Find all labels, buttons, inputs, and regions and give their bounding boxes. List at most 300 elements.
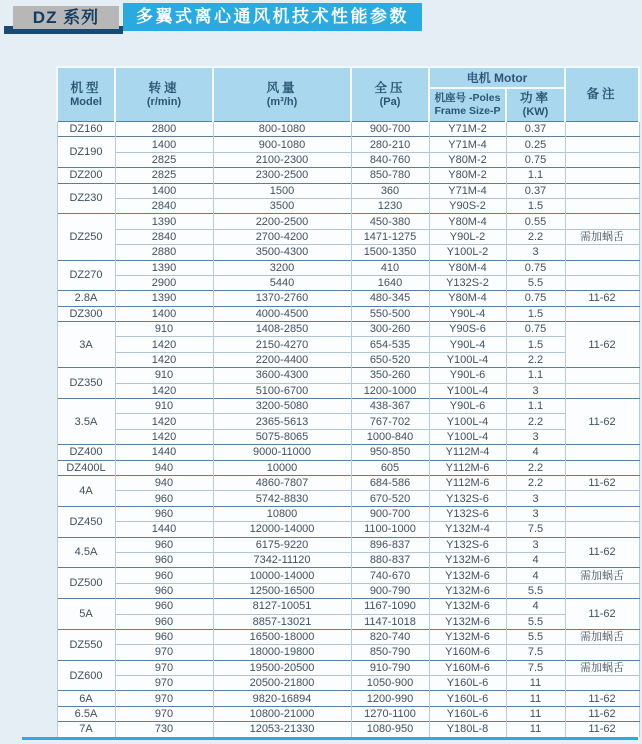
cell-pressure: 840-760 (351, 152, 429, 167)
cell-speed: 960 (115, 614, 213, 629)
cell-model: DZ400 (57, 445, 115, 460)
cell-power: 2.2 (506, 475, 565, 490)
cell-remark: 需加蜗舌 (565, 229, 639, 244)
cell-model: DZ300 (57, 306, 115, 321)
cell-power: 0.37 (506, 122, 565, 137)
cell-pressure: 1500-1350 (351, 245, 429, 260)
cell-model: 3A (57, 322, 115, 368)
table-row (57, 399, 639, 414)
cell-speed: 2825 (115, 168, 213, 183)
cell-frame: Y160L-6 (429, 706, 506, 721)
cell-frame: Y100L-4 (429, 352, 506, 367)
table-row (57, 245, 639, 260)
cell-remark: 11-62 (565, 291, 639, 306)
cell-frame: Y132M-6 (429, 629, 506, 644)
table-row (57, 429, 639, 444)
cell-model: DZ400L (57, 460, 115, 475)
cell-speed: 1420 (115, 414, 213, 429)
cell-frame: Y112M-6 (429, 475, 506, 490)
table-row (57, 229, 639, 244)
cell-frame: Y132M-6 (429, 614, 506, 629)
cell-airflow: 20500-21800 (213, 676, 351, 691)
cell-frame: Y132S-6 (429, 537, 506, 552)
cell-model: DZ600 (57, 660, 115, 691)
cell-power: 2.2 (506, 229, 565, 244)
cell-power: 2.2 (506, 414, 565, 429)
cell-remark (565, 645, 639, 660)
table-row (57, 506, 639, 521)
cell-speed: 2825 (115, 152, 213, 167)
cell-airflow: 1500 (213, 183, 351, 198)
cell-power: 2.2 (506, 460, 565, 475)
cell-pressure: 1200-990 (351, 691, 429, 706)
cell-speed: 1390 (115, 260, 213, 275)
table-row (57, 537, 639, 552)
cell-pressure: 670-520 (351, 491, 429, 506)
cell-airflow: 2200-4400 (213, 352, 351, 367)
table-row (57, 168, 639, 183)
cell-airflow: 2150-4270 (213, 337, 351, 352)
cell-power: 11 (506, 722, 565, 737)
cell-power: 1.1 (506, 368, 565, 383)
cell-power: 3 (506, 537, 565, 552)
cell-remark: 11-62 (565, 706, 639, 721)
cell-airflow: 9000-11000 (213, 445, 351, 460)
cell-model: 6.5A (57, 706, 115, 721)
cell-power: 5.5 (506, 583, 565, 598)
cell-power: 5.5 (506, 614, 565, 629)
cell-pressure: 1640 (351, 275, 429, 290)
table-row (57, 614, 639, 629)
table-row (57, 475, 639, 490)
cell-pressure: 820-740 (351, 629, 429, 644)
cell-frame: Y180L-8 (429, 722, 506, 737)
cell-remark (565, 368, 639, 383)
cell-speed: 1420 (115, 383, 213, 398)
col-header-motor: 电机 Motor (429, 67, 565, 88)
cell-pressure: 300-260 (351, 322, 429, 337)
cell-speed: 960 (115, 491, 213, 506)
cell-speed: 1400 (115, 306, 213, 321)
cell-airflow: 19500-20500 (213, 660, 351, 675)
cell-speed: 960 (115, 537, 213, 552)
cell-pressure: 900-790 (351, 583, 429, 598)
cell-remark: 需加蜗舌 (565, 660, 639, 675)
cell-speed: 960 (115, 599, 213, 614)
cell-pressure: 410 (351, 260, 429, 275)
cell-power: 7.5 (506, 660, 565, 675)
cell-airflow: 4000-4500 (213, 306, 351, 321)
cell-pressure: 360 (351, 183, 429, 198)
cell-speed: 970 (115, 691, 213, 706)
cell-speed: 910 (115, 399, 213, 414)
cell-power: 5.5 (506, 629, 565, 644)
cell-airflow: 16500-18000 (213, 629, 351, 644)
cell-model: DZ200 (57, 168, 115, 183)
cell-power: 11 (506, 676, 565, 691)
cell-pressure: 654-535 (351, 337, 429, 352)
cell-frame: Y100L-4 (429, 383, 506, 398)
cell-frame: Y132M-4 (429, 522, 506, 537)
cell-pressure: 1000-840 (351, 429, 429, 444)
cell-remark (565, 506, 639, 521)
cell-airflow: 6175-9220 (213, 537, 351, 552)
cell-frame: Y80M-4 (429, 291, 506, 306)
cell-speed: 970 (115, 645, 213, 660)
cell-speed: 1440 (115, 445, 213, 460)
table-row (57, 275, 639, 290)
cell-model: DZ450 (57, 506, 115, 537)
cell-remark: 11-62 (565, 399, 639, 445)
cell-power: 7.5 (506, 645, 565, 660)
table-row (57, 722, 639, 737)
cell-airflow: 12053-21330 (213, 722, 351, 737)
cell-frame: Y160M-6 (429, 645, 506, 660)
cell-power: 11 (506, 691, 565, 706)
cell-remark (565, 491, 639, 506)
cell-frame: Y132M-6 (429, 583, 506, 598)
cell-speed: 1440 (115, 522, 213, 537)
cell-model: 5A (57, 599, 115, 630)
cell-airflow: 8127-10051 (213, 599, 351, 614)
cell-pressure: 850-780 (351, 168, 429, 183)
cell-frame: Y100L-4 (429, 414, 506, 429)
cell-frame: Y71M-4 (429, 183, 506, 198)
title-bar (0, 0, 642, 40)
cell-model: DZ270 (57, 260, 115, 291)
cell-remark (565, 137, 639, 152)
table-row (57, 337, 639, 352)
cell-frame: Y160M-6 (429, 660, 506, 675)
cell-speed: 1420 (115, 429, 213, 444)
cell-speed: 1390 (115, 291, 213, 306)
cell-airflow: 18000-19800 (213, 645, 351, 660)
table-row (57, 414, 639, 429)
cell-pressure: 480-345 (351, 291, 429, 306)
cell-model: DZ250 (57, 214, 115, 260)
cell-pressure: 910-790 (351, 660, 429, 675)
cell-remark (565, 152, 639, 167)
cell-frame: Y112M-4 (429, 445, 506, 460)
cell-remark: 11-62 (565, 599, 639, 630)
cell-frame: Y90S-2 (429, 198, 506, 213)
cell-frame: Y80M-4 (429, 214, 506, 229)
table-row (57, 568, 639, 583)
cell-pressure: 1167-1090 (351, 599, 429, 614)
cell-remark (565, 183, 639, 198)
cell-power: 0.75 (506, 322, 565, 337)
cell-remark (565, 260, 639, 275)
cell-airflow: 1370-2760 (213, 291, 351, 306)
cell-airflow: 9820-16894 (213, 691, 351, 706)
table-row (57, 676, 639, 691)
cell-power: 3 (506, 491, 565, 506)
table-row (57, 445, 639, 460)
cell-pressure: 1080-950 (351, 722, 429, 737)
cell-pressure: 438-367 (351, 399, 429, 414)
cell-airflow: 3500 (213, 198, 351, 213)
cell-airflow: 12000-14000 (213, 522, 351, 537)
cell-remark: 需加蜗舌 (565, 629, 639, 644)
cell-frame: Y132M-6 (429, 552, 506, 567)
table-row (57, 645, 639, 660)
cell-remark (565, 122, 639, 137)
cell-speed: 970 (115, 706, 213, 721)
cell-pressure: 1471-1275 (351, 229, 429, 244)
cell-remark: 11-62 (565, 475, 639, 490)
cell-power: 4 (506, 445, 565, 460)
cell-pressure: 1230 (351, 198, 429, 213)
table-row (57, 183, 639, 198)
cell-airflow: 5075-8065 (213, 429, 351, 444)
cell-speed: 1420 (115, 337, 213, 352)
cell-model: DZ550 (57, 629, 115, 660)
cell-frame: Y100L-4 (429, 429, 506, 444)
cell-model: 7A (57, 722, 115, 737)
cell-airflow: 800-1080 (213, 122, 351, 137)
table-row (57, 629, 639, 644)
cell-frame: Y132S-2 (429, 275, 506, 290)
cell-frame: Y112M-6 (429, 460, 506, 475)
cell-pressure: 280-210 (351, 137, 429, 152)
page-title: 多翼式离心通风机技术性能参数 (123, 3, 422, 31)
table-row (57, 352, 639, 367)
cell-frame: Y90L-4 (429, 306, 506, 321)
cell-frame: Y80M-4 (429, 260, 506, 275)
cell-speed: 2840 (115, 198, 213, 213)
cell-frame: Y132S-6 (429, 506, 506, 521)
cell-airflow: 7342-11120 (213, 552, 351, 567)
cell-power: 7.5 (506, 522, 565, 537)
cell-model: 4.5A (57, 537, 115, 568)
cell-pressure: 1200-1000 (351, 383, 429, 398)
cell-pressure: 767-702 (351, 414, 429, 429)
cell-remark: 需加蜗舌 (565, 568, 639, 583)
cell-airflow: 10000-14000 (213, 568, 351, 583)
cell-pressure: 900-700 (351, 122, 429, 137)
cell-speed: 1400 (115, 183, 213, 198)
cell-power: 1.1 (506, 399, 565, 414)
cell-remark (565, 676, 639, 691)
cell-airflow: 2200-2500 (213, 214, 351, 229)
cell-speed: 960 (115, 552, 213, 567)
cell-airflow: 2300-2500 (213, 168, 351, 183)
cell-power: 1.1 (506, 168, 565, 183)
cell-power: 2.2 (506, 352, 565, 367)
cell-airflow: 3600-4300 (213, 368, 351, 383)
cell-remark (565, 445, 639, 460)
cell-frame: Y90L-2 (429, 229, 506, 244)
cell-speed: 1400 (115, 137, 213, 152)
cell-pressure: 880-837 (351, 552, 429, 567)
cell-model: DZ190 (57, 137, 115, 168)
table-row (57, 214, 639, 229)
cell-power: 0.25 (506, 137, 565, 152)
cell-speed: 910 (115, 368, 213, 383)
table-row (57, 552, 639, 567)
cell-speed: 960 (115, 506, 213, 521)
cell-remark (565, 214, 639, 229)
cell-model: 2.8A (57, 291, 115, 306)
col-header-model: 机型 Model (57, 67, 115, 122)
cell-airflow: 3200 (213, 260, 351, 275)
cell-pressure: 1147-1018 (351, 614, 429, 629)
cell-frame: Y132S-6 (429, 491, 506, 506)
table-row (57, 691, 639, 706)
cell-speed: 2900 (115, 275, 213, 290)
cell-pressure: 605 (351, 460, 429, 475)
cell-model: 3.5A (57, 399, 115, 445)
cell-speed: 1420 (115, 352, 213, 367)
table-row (57, 460, 639, 475)
col-header-frame-size: 机座号 -Poles Frame Size-P (429, 88, 506, 122)
cell-airflow: 3500-4300 (213, 245, 351, 260)
cell-power: 1.5 (506, 198, 565, 213)
cell-pressure: 550-500 (351, 306, 429, 321)
cell-power: 0.75 (506, 152, 565, 167)
cell-pressure: 950-850 (351, 445, 429, 460)
col-header-speed: 转速 (r/min) (115, 67, 213, 122)
table-row (57, 599, 639, 614)
cell-power: 5.5 (506, 275, 565, 290)
cell-speed: 940 (115, 475, 213, 490)
cell-power: 4 (506, 599, 565, 614)
table-bottom-accent (22, 737, 638, 740)
cell-airflow: 2365-5613 (213, 414, 351, 429)
table-row (57, 122, 639, 137)
cell-airflow: 900-1080 (213, 137, 351, 152)
cell-pressure: 896-837 (351, 537, 429, 552)
cell-frame: Y160L-6 (429, 676, 506, 691)
cell-remark: 11-62 (565, 537, 639, 568)
cell-airflow: 2100-2300 (213, 152, 351, 167)
cell-speed: 2840 (115, 229, 213, 244)
cell-remark (565, 306, 639, 321)
table-row (57, 152, 639, 167)
cell-frame: Y90L-4 (429, 337, 506, 352)
cell-remark (565, 460, 639, 475)
cell-pressure: 450-380 (351, 214, 429, 229)
table-row (57, 368, 639, 383)
cell-power: 0.37 (506, 183, 565, 198)
cell-frame: Y71M-4 (429, 137, 506, 152)
table-row (57, 383, 639, 398)
cell-pressure: 850-790 (351, 645, 429, 660)
cell-speed: 960 (115, 629, 213, 644)
cell-pressure: 1100-1000 (351, 522, 429, 537)
cell-airflow: 1408-2850 (213, 322, 351, 337)
cell-airflow: 5100-6700 (213, 383, 351, 398)
spec-table (56, 66, 640, 737)
cell-frame: Y160L-6 (429, 691, 506, 706)
cell-airflow: 12500-16500 (213, 583, 351, 598)
cell-power: 3 (506, 245, 565, 260)
spec-table-wrap (56, 66, 638, 740)
cell-speed: 960 (115, 583, 213, 598)
cell-power: 3 (506, 429, 565, 444)
cell-power: 0.75 (506, 291, 565, 306)
table-row (57, 260, 639, 275)
cell-power: 4 (506, 552, 565, 567)
cell-airflow: 10000 (213, 460, 351, 475)
cell-frame: Y90L-6 (429, 399, 506, 414)
cell-speed: 910 (115, 322, 213, 337)
cell-remark (565, 168, 639, 183)
cell-airflow: 5440 (213, 275, 351, 290)
cell-frame: Y90S-6 (429, 322, 506, 337)
cell-remark (565, 275, 639, 290)
cell-airflow: 8857-13021 (213, 614, 351, 629)
cell-airflow: 10800 (213, 506, 351, 521)
cell-power: 3 (506, 383, 565, 398)
cell-power: 4 (506, 568, 565, 583)
table-row (57, 583, 639, 598)
cell-power: 11 (506, 706, 565, 721)
cell-speed: 730 (115, 722, 213, 737)
cell-frame: Y132M-6 (429, 568, 506, 583)
cell-speed: 2880 (115, 245, 213, 260)
table-row (57, 198, 639, 213)
cell-remark (565, 522, 639, 537)
cell-frame: Y80M-2 (429, 152, 506, 167)
cell-model: DZ500 (57, 568, 115, 599)
cell-remark (565, 583, 639, 598)
cell-model: DZ160 (57, 122, 115, 137)
cell-airflow: 4860-7807 (213, 475, 351, 490)
cell-speed: 970 (115, 676, 213, 691)
cell-speed: 960 (115, 568, 213, 583)
table-row (57, 291, 639, 306)
cell-pressure: 650-520 (351, 352, 429, 367)
col-header-remark: 备注 (565, 67, 639, 122)
cell-power: 1.5 (506, 306, 565, 321)
cell-pressure: 1050-900 (351, 676, 429, 691)
table-row (57, 322, 639, 337)
cell-frame: Y80M-2 (429, 168, 506, 183)
cell-remark: 11-62 (565, 722, 639, 737)
cell-speed: 2800 (115, 122, 213, 137)
cell-remark (565, 245, 639, 260)
cell-frame: Y90L-6 (429, 368, 506, 383)
table-row (57, 491, 639, 506)
table-row (57, 660, 639, 675)
cell-model: 4A (57, 475, 115, 506)
series-label: DZ 系列 (13, 6, 119, 29)
cell-pressure: 350-260 (351, 368, 429, 383)
table-row (57, 306, 639, 321)
cell-power: 0.75 (506, 260, 565, 275)
cell-speed: 1390 (115, 214, 213, 229)
cell-frame: Y100L-2 (429, 245, 506, 260)
cell-power: 0.55 (506, 214, 565, 229)
cell-pressure: 1270-1100 (351, 706, 429, 721)
cell-frame: Y132M-6 (429, 599, 506, 614)
cell-remark: 11-62 (565, 322, 639, 368)
cell-remark: 11-62 (565, 691, 639, 706)
cell-model: DZ350 (57, 368, 115, 399)
cell-speed: 940 (115, 460, 213, 475)
col-header-power: 功率 (KW) (506, 88, 565, 122)
cell-airflow: 5742-8830 (213, 491, 351, 506)
cell-pressure: 740-670 (351, 568, 429, 583)
cell-remark (565, 198, 639, 213)
header-row-1 (57, 67, 639, 88)
col-header-pressure: 全压 (Pa) (351, 67, 429, 122)
cell-power: 3 (506, 506, 565, 521)
table-row (57, 706, 639, 721)
cell-speed: 970 (115, 660, 213, 675)
cell-model: 6A (57, 691, 115, 706)
